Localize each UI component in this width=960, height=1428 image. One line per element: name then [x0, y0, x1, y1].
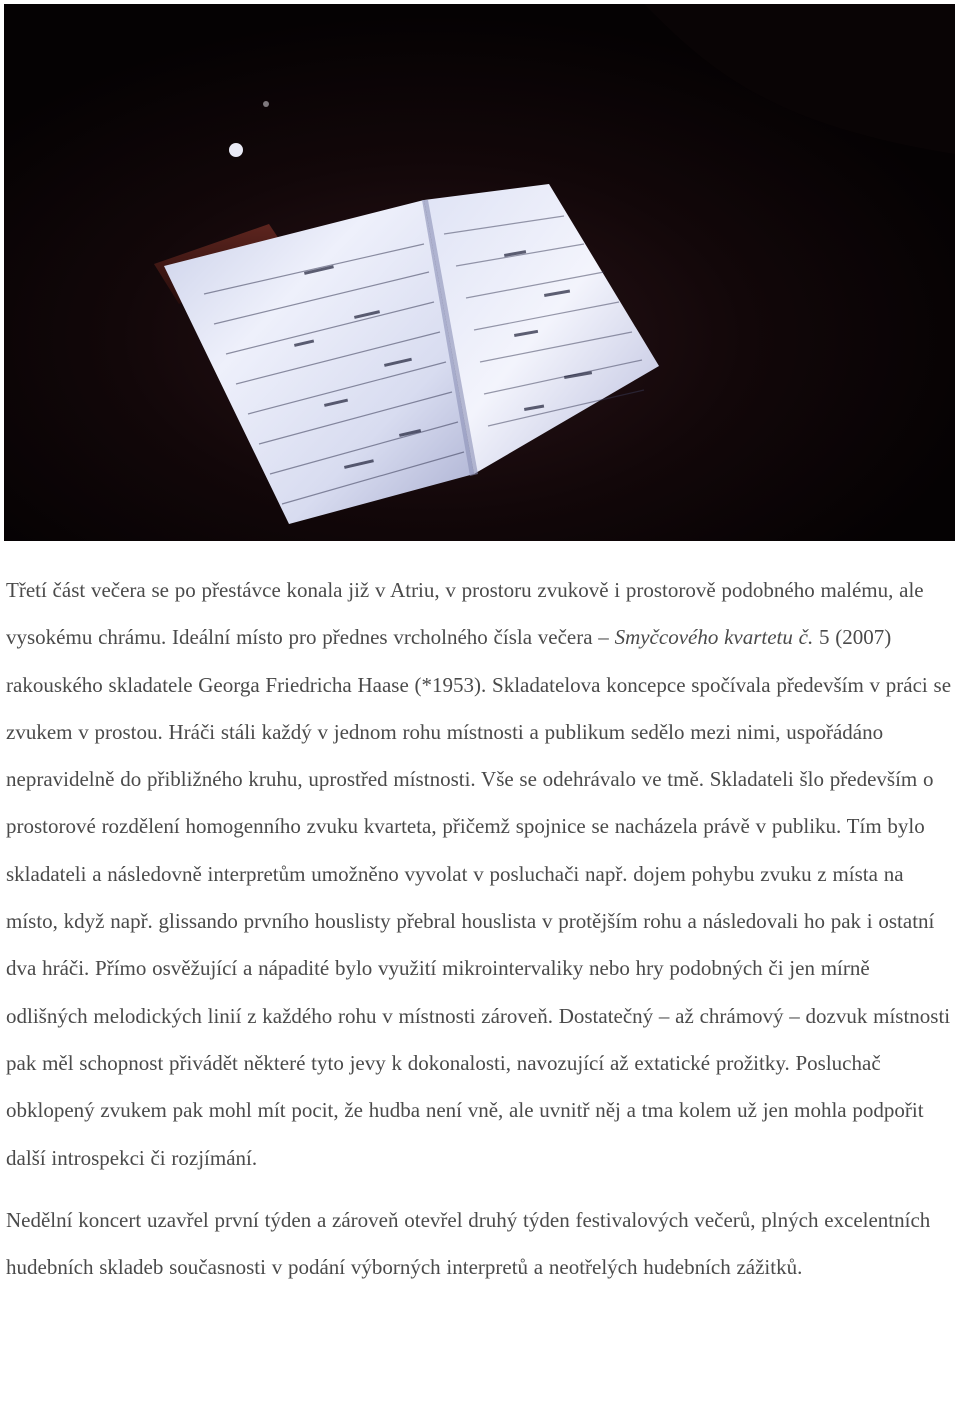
paragraph-1	[6, 567, 951, 1182]
paragraph-1-part-2: 5 (2007) rakouského skladatele Georga Friedricha Haase (*1953). Skladatelova koncepce spočívala především v práci se zvukem v prostou. Hráči stáli každý v jednom rohu místnosti a publikum sedělo mezi nimi, uspořádáno nepravidelně do přibližného kruhu, uprostřed místnosti. Vše se odehrávalo ve tmě. Skladateli šlo především o prostorové rozdělení homogenního zvuku kvarteta, přičemž spojnice se nacházela právě v publiku. Tím bylo skladateli a následovně interpretům umožněno vyvolat v posluchači např. dojem pohybu zvuku z místa na místo, když např. glissando prvního houslisty přebral houslista v protějším rohu a následovali ho pak i ostatní dva hráči. Přímo osvěžující a nápadité bylo využití mikrointervaliky nebo hry podobných či jen mírně odlišných melodických linií z každého rohu v místnosti zároveň. Dostatečný – až chrámový – dozvuk místnosti pak měl schopnost přivádět některé tyto jevy k dokonalosti, navozující až extatické prožitky. Posluchač obklopený zvukem pak mohl mít pocit, že hudba není vně, ale uvnitř něj a tma kolem už jen mohla podpořit další introspekci či rozjímání.	[6, 625, 952, 1170]
paragraph-2: Nedělní koncert uzavřel první týden a zároveň otevřel druhý týden festivalových večerů, plných excelentních hudebních skladeb současnosti v podání výborných interpretů a neotřelých hudebních zážitků.	[6, 1207, 931, 1280]
sheet-music-photo	[4, 4, 955, 541]
article-body	[6, 567, 951, 1291]
sheet-music-illustration	[4, 4, 955, 541]
work-title: Smyčcového kvartetu č.	[614, 625, 814, 650]
paragraph-1-part-1: Třetí část večera se po přestávce konala již v Atriu, v prostoru zvukově i prostorově podobného malému, ale vysokému chrámu. Ideální místo pro přednes vrcholného čísla večera –	[6, 578, 924, 650]
light-spot	[229, 143, 243, 157]
